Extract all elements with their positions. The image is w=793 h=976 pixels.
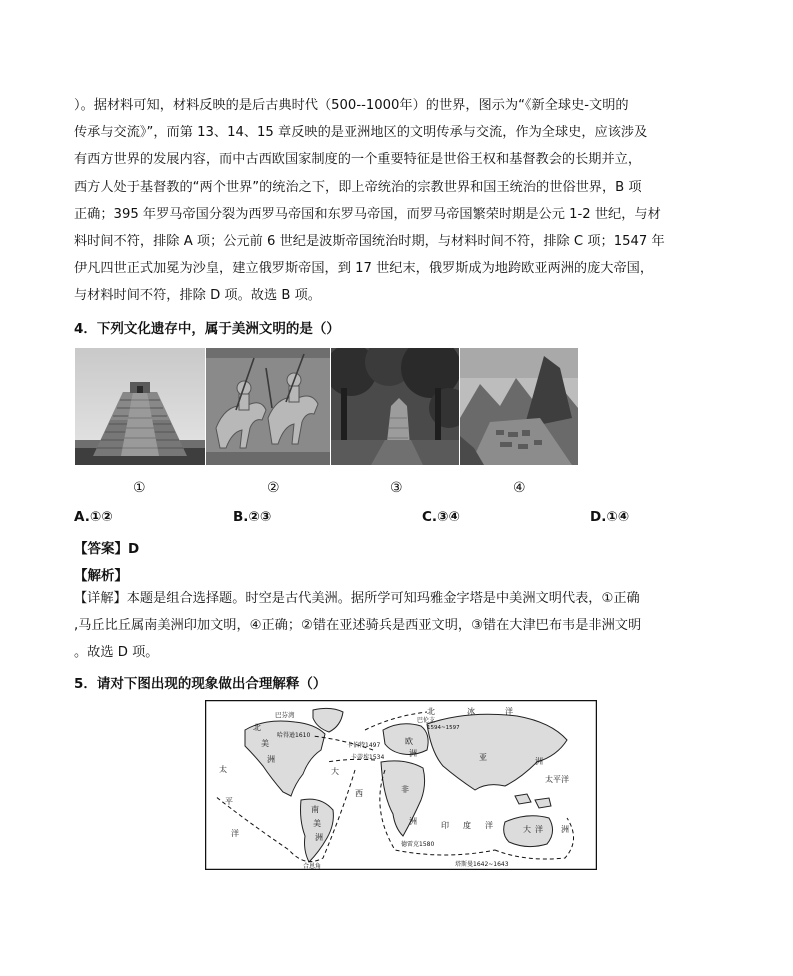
map-label: 太平洋 (545, 775, 569, 784)
map-label: 北 (253, 723, 261, 732)
option-c: C.③④ (422, 509, 460, 525)
map-label: 卡伯特1497 (347, 742, 381, 749)
text-line: 有西方世界的发展内容，而中古西欧国家制度的一个重要特征是世俗王权和基督教会的长期并立， (74, 152, 642, 168)
map-label: 度 (463, 821, 471, 830)
answer-tag: 【答案】D (74, 541, 140, 557)
map-label: 洲 (409, 817, 417, 826)
map-label: 德雷克1580 (401, 841, 435, 848)
text-line: 伊凡四世正式加冕为沙皇，建立俄罗斯帝国，到 17 世纪末，俄罗斯成为地跨欧亚两洲的庞大帝国， (74, 261, 654, 277)
text-line: 【详解】本题是组合选择题。时空是古代美洲。据所学可知玛雅金字塔是中美洲文明代表，①正确 (74, 591, 640, 606)
question-4: 4．下列文化遗存中，属于美洲文明的是（） (74, 321, 340, 337)
text-line: 。故选 D 项。 (74, 645, 159, 661)
map-label: 太 (219, 765, 227, 774)
map-label: 卡蒂埃1534 (351, 754, 385, 761)
map-label: 洋 (535, 825, 543, 834)
image-label-1: ① (133, 480, 146, 496)
q3-analysis-paragraph (74, 92, 724, 310)
great-zimbabwe-image (331, 348, 459, 465)
maya-pyramid-image (75, 348, 205, 465)
map-label: 冰 (467, 707, 475, 716)
map-label: 洲 (267, 755, 275, 764)
map-label: 印 (441, 821, 449, 830)
map-label: 亚 (479, 753, 487, 762)
option-b: B.②③ (233, 509, 272, 525)
map-label: 1594~1597 (427, 725, 460, 731)
text-line: ,马丘比丘属南美洲印加文明，④正确；②错在亚述骑兵是西亚文明，③错在大津巴布韦是非洲文明 (74, 618, 642, 634)
map-label: 洲 (315, 833, 323, 842)
machu-picchu-image (460, 348, 578, 465)
map-label: 南 (311, 805, 319, 814)
map-label: 欧 (405, 737, 413, 746)
map-label: 非 (401, 785, 409, 794)
image-label-3: ③ (390, 480, 403, 496)
map-label: 洋 (485, 821, 493, 830)
map-label: 美 (313, 819, 321, 828)
map-label: 巴伦支 (417, 717, 436, 724)
image-label-4: ④ (513, 480, 526, 496)
q4-detail-paragraph (74, 585, 724, 667)
text-line: 传承与交流》”，而第 13、14、15 章反映的是亚洲地区的文明传承与交流，作为全球史，应该涉及 (74, 125, 648, 141)
map-label: 洋 (505, 707, 513, 716)
map-label: 大 (523, 825, 531, 834)
text-line: 正确；395 年罗马帝国分裂为西罗马帝国和东罗马帝国，而罗马帝国繁荣时期是公元 1-2 世纪，与材 (74, 206, 661, 222)
map-label: 大 (331, 767, 339, 776)
map-label: 洲 (561, 825, 569, 834)
map-label: 平 (225, 797, 233, 806)
map-label: 洲 (409, 749, 417, 758)
option-d: D.①④ (590, 509, 630, 525)
map-label: 美 (261, 739, 269, 748)
world-map-exploration-routes (205, 700, 597, 870)
option-a: A.①② (74, 509, 113, 525)
map-label: 西 (355, 789, 363, 798)
map-label: 北 (427, 707, 435, 716)
text-line: 与材料时间不符，排除 D 项。故选 B 项。 (74, 288, 321, 304)
question-5: 5．请对下图出现的现象做出合理解释（） (74, 676, 327, 692)
text-line: 料时间不符，排除 A 项；公元前 6 世纪是波斯帝国统治时期，与材料时间不符，排除 C 项；1547 年 (74, 234, 665, 250)
assyrian-relief-image (206, 348, 330, 465)
text-line: 西方人处于基督教的“两个世界”的统治之下，即上帝统治的宗教世界和国王统治的世俗世界，B 项 (74, 179, 642, 195)
map-label: 巴芬湾 (275, 711, 295, 719)
analysis-tag: 【解析】 (74, 568, 128, 584)
map-label: 洲 (535, 757, 543, 766)
map-label: 塔斯曼1642~1643 (455, 861, 509, 868)
image-label-2: ② (267, 480, 280, 496)
map-label: 洋 (231, 829, 239, 838)
text-line: ）。据材料可知，材料反映的是后古典时代（500--1000年）的世界，图示为“《新全球史-文明的 (74, 98, 629, 113)
map-label: 合恩角 (303, 863, 322, 870)
map-label: 哈得逊1610 (277, 732, 311, 739)
